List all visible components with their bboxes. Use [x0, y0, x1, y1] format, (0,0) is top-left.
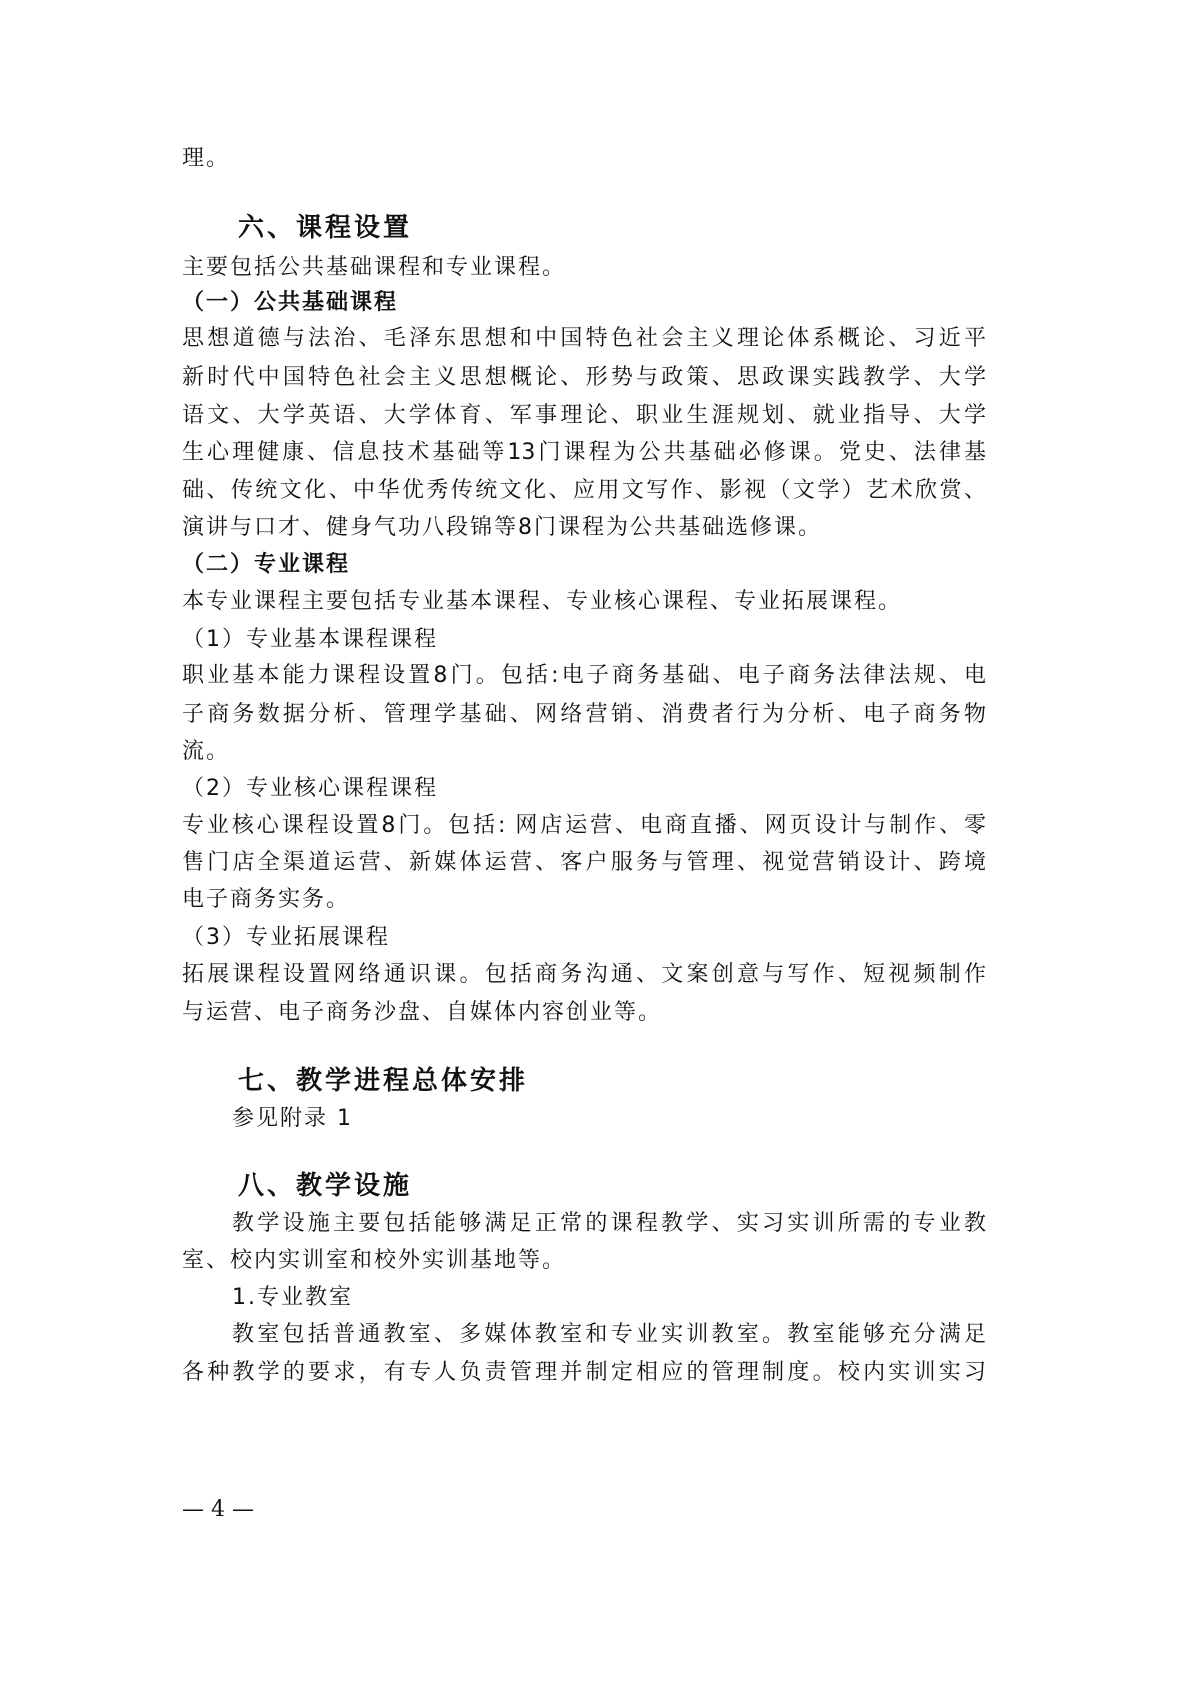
paragraph-line: 流。 — [182, 739, 231, 764]
paragraph-line: 子商务数据分析、管理学基础、网络营销、消费者行为分析、电子商务物 — [182, 702, 986, 727]
paragraph-line: 思想道德与法治、毛泽东思想和中国特色社会主义理论体系概论、习近平 — [182, 326, 986, 351]
paragraph-line: 础、传统文化、中华优秀传统文化、应用文写作、影视（文学）艺术欣赏、 — [182, 478, 986, 503]
paragraph-line: 拓展课程设置网络通识课。包括商务沟通、文案创意与写作、短视频制作 — [182, 962, 986, 987]
paragraph-line: 职业基本能力课程设置8门。包括:电子商务基础、电子商务法律法规、电 — [182, 663, 986, 688]
paragraph-line: 理。 — [182, 146, 231, 171]
paragraph-line: 教室包括普通教室、多媒体教室和专业实训教室。教室能够充分满足 — [232, 1322, 986, 1347]
paragraph-line: 与运营、电子商务沙盘、自媒体内容创业等。 — [182, 1000, 663, 1025]
paragraph-line: 教学设施主要包括能够满足正常的课程教学、实习实训所需的专业教 — [232, 1211, 986, 1236]
subsection-heading-2: （二）专业课程 — [182, 552, 351, 577]
paragraph-line: 参见附录 1 — [232, 1106, 353, 1131]
paragraph-line: 新时代中国特色社会主义思想概论、形势与政策、思政课实践教学、大学 — [182, 365, 986, 390]
course-category-label: （1）专业基本课程课程 — [182, 627, 438, 652]
paragraph-line: 专业核心课程设置8门。包括: 网店运营、电商直播、网页设计与制作、零 — [182, 813, 986, 838]
paragraph-line: 生心理健康、信息技术基础等13门课程为公共基础必修课。党史、法律基 — [182, 440, 986, 465]
paragraph-line: 主要包括公共基础课程和专业课程。 — [182, 255, 567, 280]
paragraph-line: 电子商务实务。 — [182, 887, 351, 912]
section-heading-8: 八、教学设施 — [238, 1171, 413, 1201]
paragraph-line: 演讲与口才、健身气功八段锦等8门课程为公共基础选修课。 — [182, 515, 822, 540]
paragraph-line: 各种教学的要求，有专人负责管理并制定相应的管理制度。校内实训实习 — [182, 1360, 986, 1385]
paragraph-line: 售门店全渠道运营、新媒体运营、客户服务与管理、视觉营销设计、跨境 — [182, 850, 986, 875]
page-number: — 4 — — [182, 1497, 254, 1522]
section-heading-6: 六、课程设置 — [238, 213, 413, 243]
subsection-heading-1: （一）公共基础课程 — [182, 290, 399, 315]
paragraph-line: 室、校内实训室和校外实训基地等。 — [182, 1248, 567, 1273]
course-category-label: （2）专业核心课程课程 — [182, 776, 438, 801]
paragraph-line: 本专业课程主要包括专业基本课程、专业核心课程、专业拓展课程。 — [182, 589, 903, 614]
section-heading-7: 七、教学进程总体安排 — [238, 1066, 529, 1096]
course-category-label: （3）专业拓展课程 — [182, 925, 390, 950]
subsection-label: 1.专业教室 — [232, 1285, 353, 1310]
paragraph-line: 语文、大学英语、大学体育、军事理论、职业生涯规划、就业指导、大学 — [182, 403, 986, 428]
